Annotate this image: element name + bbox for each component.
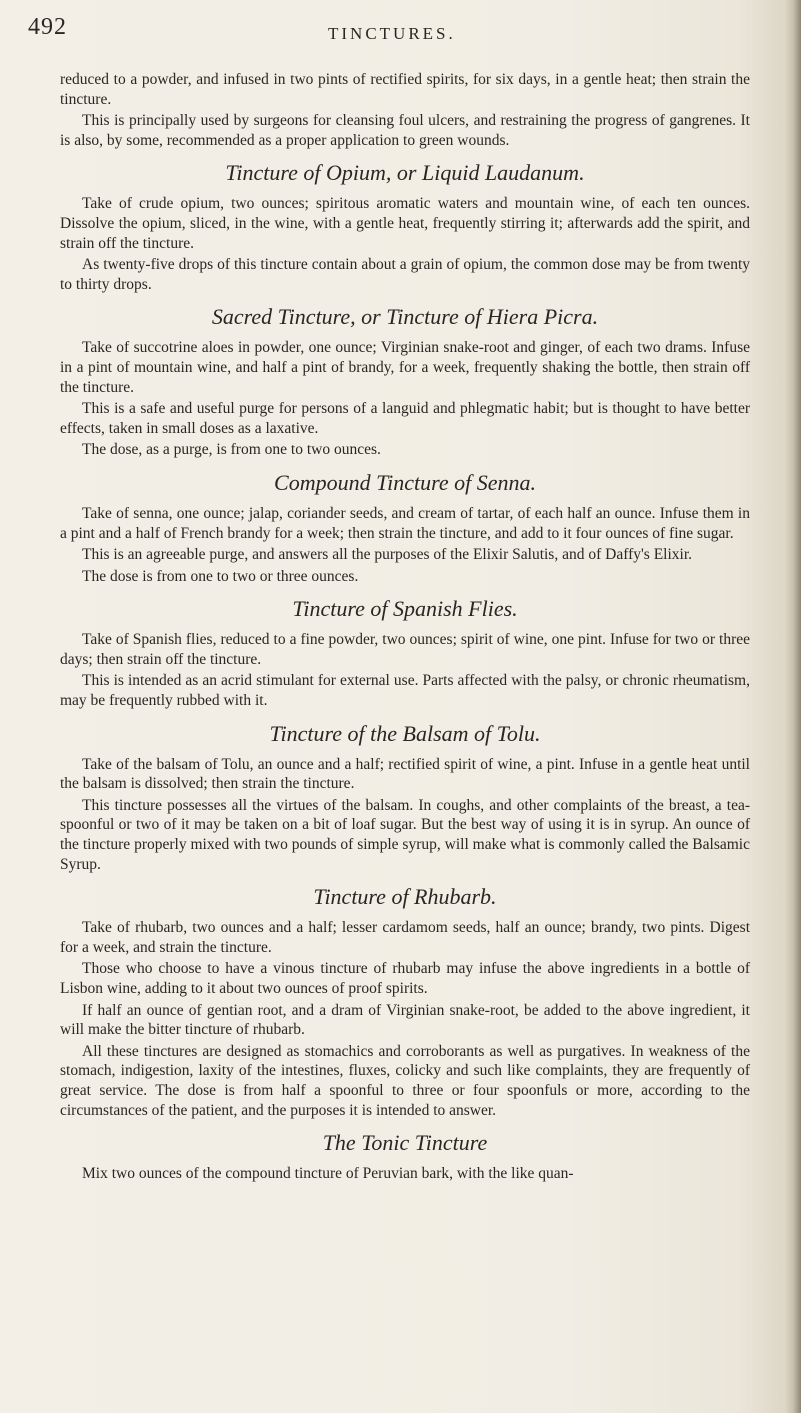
- section-heading: Tincture of the Balsam of Tolu.: [269, 720, 541, 746]
- section-heading: Sacred Tincture, or Tincture of Hiera Picra.: [211, 304, 599, 330]
- paragraph: Take of the balsam of Tolu, an ounce and a half; rectified spirit of wine, a pint. Infuse in a gentle heat until the balsam is dissolved; then strain the tincture.: [60, 755, 750, 793]
- paragraph: This is intended as an acrid stimulant for external use. Parts affected with the palsy, or chronic rheumatism, may be frequently rubbed with it.: [60, 672, 750, 710]
- paragraph: Take of crude opium, two ounces; spiritous aromatic waters and mountain wine, of each ten ounces. Dissolve the opium, sliced, in the wine, with a gentle heat, frequently stirring it; afterwards add the spirit, and strain off the tincture.: [60, 195, 750, 252]
- section-heading: Compound Tincture of Senna.: [274, 469, 536, 495]
- section-heading: Tincture of Spanish Flies.: [292, 596, 518, 622]
- paragraph: Mix two ounces of the compound tincture of Peruvian bark, with the like quan-: [82, 1165, 574, 1183]
- paragraph: This is principally used by surgeons for cleansing foul ulcers, and restraining the progress of gangrenes. It is also, by some, recommended as a proper application to green wounds.: [60, 112, 750, 149]
- page-header: [28, 14, 768, 54]
- paragraph: This is an agreeable purge, and answers all the purposes of the Elixir Salutis, and of Daffy's Elixir.: [82, 546, 693, 564]
- paragraph: reduced to a powder, and infused in two pints of rectified spirits, for six days, in a gentle heat; then strain the tincture.: [60, 71, 750, 108]
- paragraph: This tincture possesses all the virtues of the balsam. In coughs, and other complaints of the breast, a tea-spoonful or two of it may be taken on a bit of loaf sugar. But the best way of using it is in syrup. An ounce of the tincture properly mixed with two pounds of simple syrup, will make what is commonly called the Balsamic Syrup.: [60, 796, 750, 873]
- page-number: 492: [28, 14, 67, 40]
- page-body: [60, 70, 750, 1186]
- running-title: TINCTURES.: [328, 24, 456, 43]
- section-heading: Tincture of Rhubarb.: [313, 884, 497, 910]
- paragraph: All these tinctures are designed as stomachics and corroborants as well as purgatives. In weakness of the stomach, indigestion, laxity of the intestines, fluxes, colicky and such like complaints, they are frequently of great service. The dose is from half a spoonful to three or four spoonfuls or more, according to the circumstances of the patient, and the purposes it is intended to answer.: [60, 1042, 750, 1119]
- paragraph: Those who choose to have a vinous tincture of rhubarb may infuse the above ingredients in a bottle of Lisbon wine, adding to it about two ounces of proof spirits.: [60, 960, 750, 997]
- section-heading: Tincture of Opium, or Liquid Laudanum.: [225, 160, 585, 186]
- paragraph: Take of senna, one ounce; jalap, coriander seeds, and cream of tartar, of each half an ounce. Infuse them in a pint and a half of French brandy for a week; then strain the tincture, and add to it four ounces of fine sugar.: [60, 504, 750, 542]
- paragraph: Take of Spanish flies, reduced to a fine powder, two ounces; spirit of wine, one pint. Infuse for two or three days; then strain off the tincture.: [60, 631, 750, 668]
- paragraph: As twenty-five drops of this tincture contain about a grain of opium, the common dose may be from twenty to thirty drops.: [60, 256, 750, 293]
- paragraph: Take of rhubarb, two ounces and a half; lesser cardamom seeds, half an ounce; brandy, two pints. Digest for a week, and strain the tincture.: [60, 919, 750, 956]
- page-edge-shadow: [785, 0, 801, 1413]
- paragraph: The dose is from one to two or three ounces.: [82, 567, 359, 585]
- paragraph: The dose, as a purge, is from one to two ounces.: [82, 441, 381, 459]
- paragraph: If half an ounce of gentian root, and a dram of Virginian snake-root, be added to the above ingredient, it will make the bitter tincture of rhubarb.: [60, 1001, 750, 1039]
- section-heading: The Tonic Tincture: [322, 1130, 488, 1156]
- paragraph: This is a safe and useful purge for persons of a languid and phlegmatic habit; but is thought to have better effects, taken in small doses as a laxative.: [60, 400, 750, 437]
- paragraph: Take of succotrine aloes in powder, one ounce; Virginian snake-root and ginger, of each two drams. Infuse in a pint of mountain wine, and half a pint of brandy, for a week, frequently shaking the bottle, then strain off the tincture.: [60, 339, 750, 396]
